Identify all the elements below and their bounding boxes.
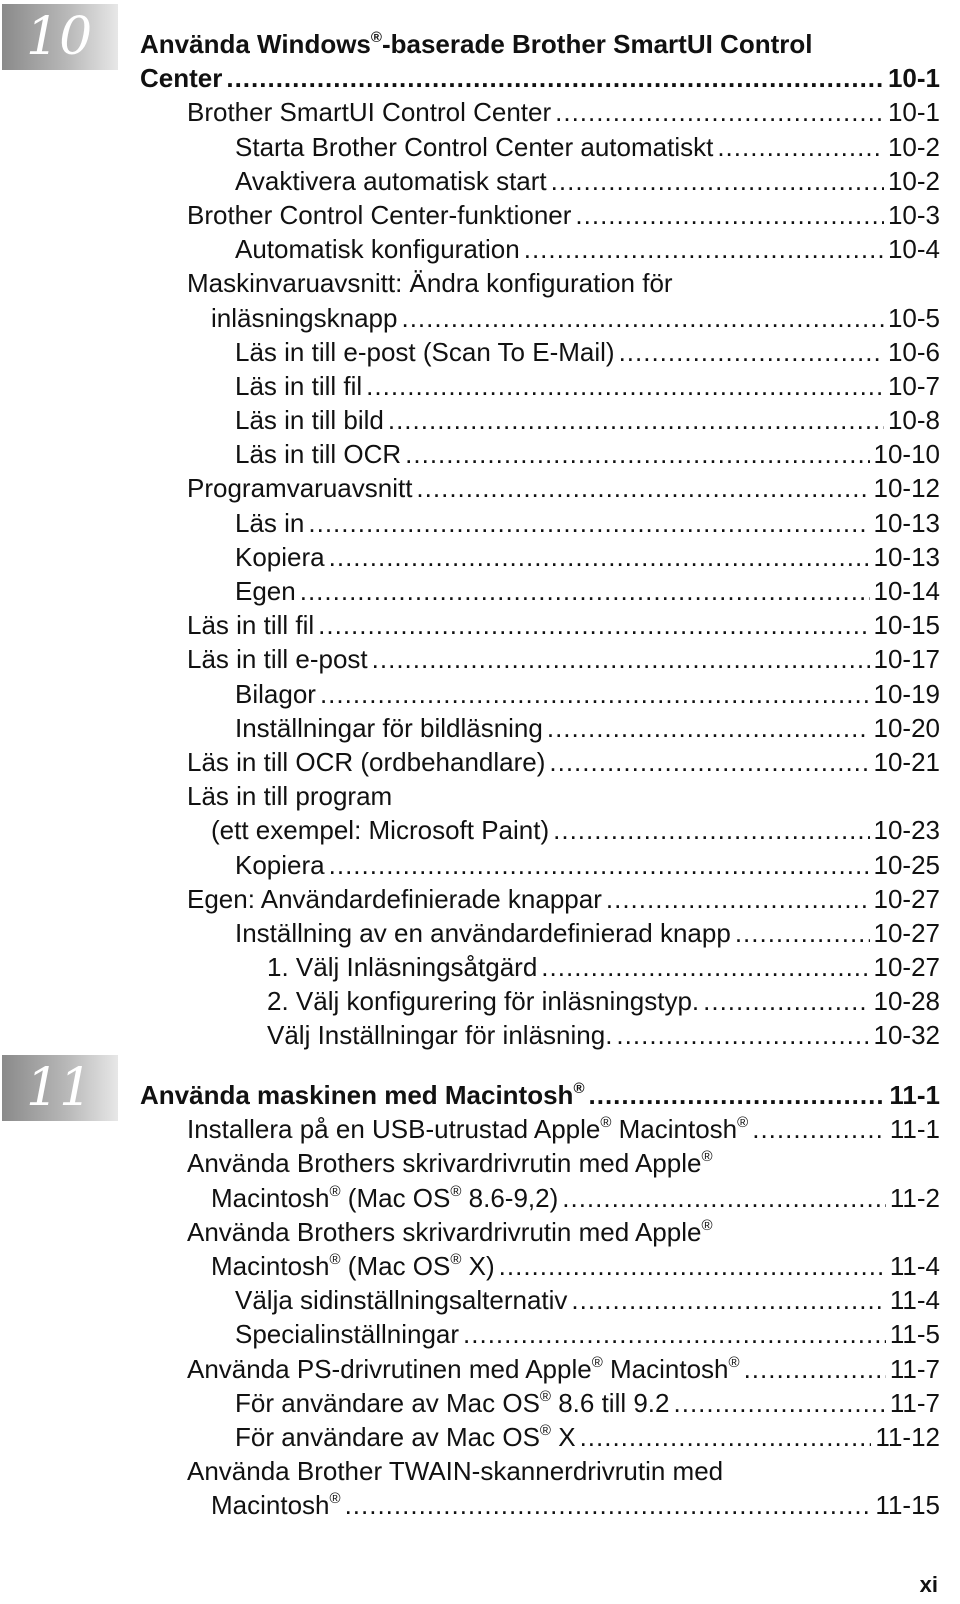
toc-entry-title bbox=[187, 1454, 727, 1488]
toc-page-number: 10-2 bbox=[887, 165, 940, 196]
toc-entry-title bbox=[211, 813, 553, 847]
title-text: (ett exempel: Microsoft Paint) bbox=[211, 815, 550, 846]
toc-entry-title bbox=[187, 1215, 717, 1249]
toc-entry-title bbox=[211, 1488, 345, 1522]
dot-leader bbox=[571, 1283, 885, 1317]
dot-leader bbox=[320, 677, 870, 711]
toc-entry[interactable] bbox=[140, 301, 940, 335]
toc-page-number: 11-1 bbox=[889, 1080, 940, 1110]
registered-mark: ® bbox=[539, 1421, 551, 1439]
toc-entry-title bbox=[235, 848, 329, 882]
title-text: Använda Windows bbox=[140, 29, 371, 59]
toc-entry-title bbox=[235, 540, 329, 574]
registered-mark: ® bbox=[329, 1490, 341, 1508]
toc-entry-title bbox=[140, 61, 226, 95]
toc-entry[interactable] bbox=[140, 1215, 940, 1249]
title-text: X) bbox=[461, 1250, 495, 1281]
registered-mark: ® bbox=[701, 1148, 713, 1166]
title-text: 2. Välj konfigurering för inläsningstyp. bbox=[267, 986, 700, 1017]
toc-page-number: 10-27 bbox=[873, 917, 940, 948]
toc-page-number: 10-23 bbox=[873, 815, 940, 846]
toc-page-number: 10-13 bbox=[873, 507, 940, 538]
title-text: Läs in till fil bbox=[187, 610, 315, 641]
toc-entry[interactable] bbox=[140, 540, 940, 574]
title-text: Välj Inställningar för inläsning. bbox=[267, 1020, 613, 1051]
title-text: Brother Control Center-funktioner bbox=[187, 199, 572, 230]
title-text: Avaktivera automatisk start bbox=[235, 165, 547, 196]
chapter-heading[interactable] bbox=[140, 61, 940, 95]
toc-entry[interactable] bbox=[140, 232, 940, 266]
dot-leader bbox=[463, 1317, 886, 1351]
dot-leader bbox=[619, 335, 884, 369]
registered-mark: ® bbox=[329, 1182, 341, 1200]
title-text: Använda maskinen med Macintosh bbox=[140, 1080, 574, 1110]
dot-leader bbox=[405, 437, 869, 471]
dot-leader bbox=[553, 813, 869, 847]
toc-entry-title bbox=[235, 369, 366, 403]
toc-page-number: 11-2 bbox=[889, 1182, 940, 1213]
dot-leader bbox=[541, 950, 869, 984]
toc-page-number: 10-20 bbox=[873, 712, 940, 743]
toc-entry[interactable] bbox=[140, 1352, 940, 1386]
toc-chapter-11 bbox=[140, 1078, 940, 1522]
title-text: Läs in till program bbox=[187, 781, 393, 812]
toc-page-number: 10-14 bbox=[873, 576, 940, 606]
toc-page-number: 10-17 bbox=[873, 644, 940, 675]
dot-leader bbox=[735, 916, 870, 950]
registered-mark: ® bbox=[600, 1114, 612, 1132]
title-text: Macintosh bbox=[602, 1353, 729, 1384]
toc-page-number: 10-10 bbox=[873, 439, 940, 470]
title-text: Macintosh bbox=[211, 1490, 330, 1521]
toc-entry-title bbox=[235, 164, 551, 198]
chapter-tab-10 bbox=[2, 4, 118, 70]
toc-page-number: 11-4 bbox=[889, 1285, 940, 1316]
toc-entry[interactable] bbox=[140, 813, 940, 847]
dot-leader bbox=[580, 1420, 872, 1454]
registered-mark: ® bbox=[450, 1250, 462, 1268]
toc-entry[interactable] bbox=[140, 1018, 940, 1052]
toc-entry-title bbox=[235, 403, 388, 437]
toc-page-number: 10-21 bbox=[873, 746, 940, 777]
title-text: (Mac OS bbox=[340, 1250, 451, 1281]
dot-leader bbox=[547, 711, 870, 745]
toc-entry-title bbox=[187, 198, 575, 232]
dot-leader bbox=[329, 540, 870, 574]
dot-leader bbox=[575, 198, 884, 232]
toc-page-number: 11-4 bbox=[889, 1250, 940, 1281]
toc-entry-title bbox=[235, 335, 619, 369]
toc-entry-title bbox=[187, 779, 396, 813]
title-text: Maskinvaruavsnitt: Ändra konfiguration för bbox=[187, 268, 673, 299]
dot-leader bbox=[366, 369, 884, 403]
toc-entry[interactable] bbox=[140, 95, 940, 129]
title-text: Specialinställningar bbox=[235, 1319, 460, 1350]
title-text: Kopiera bbox=[235, 541, 325, 572]
registered-mark: ® bbox=[591, 1353, 603, 1371]
title-text: Använda Brother TWAIN-skannerdrivrutin med bbox=[187, 1456, 724, 1487]
toc-entry-title bbox=[140, 1078, 589, 1112]
toc-entry-title bbox=[187, 608, 318, 642]
title-text: Inställning av en användardefinierad knapp bbox=[235, 917, 731, 948]
chapter-number: 10 bbox=[26, 7, 93, 67]
toc-page-number: 10-27 bbox=[873, 952, 940, 983]
dot-leader bbox=[616, 1018, 869, 1052]
toc-entry-title bbox=[187, 95, 555, 129]
registered-mark: ® bbox=[539, 1387, 551, 1405]
toc-page-number: 10-6 bbox=[887, 336, 940, 367]
dot-leader bbox=[717, 130, 884, 164]
toc-entry-title bbox=[187, 642, 372, 676]
toc-page-number: 10-8 bbox=[887, 405, 940, 436]
toc-entry-title bbox=[211, 1181, 562, 1215]
toc-entry[interactable] bbox=[140, 745, 940, 779]
title-text: Välja sidinställningsalternativ bbox=[235, 1285, 568, 1316]
toc-entry-title bbox=[187, 1146, 717, 1180]
dot-leader bbox=[562, 1181, 886, 1215]
toc-page-number: 10-27 bbox=[873, 883, 940, 914]
toc-page-number: 10-7 bbox=[887, 370, 940, 401]
toc-page-number: 11-15 bbox=[875, 1490, 940, 1521]
chapter-heading[interactable] bbox=[140, 27, 940, 61]
toc-entry-title bbox=[187, 471, 416, 505]
title-text: 8.6-9,2) bbox=[461, 1182, 559, 1213]
toc-page-number: 10-3 bbox=[887, 199, 940, 230]
toc-entry[interactable] bbox=[140, 677, 940, 711]
title-text: Bilagor bbox=[235, 678, 316, 709]
toc-entry[interactable] bbox=[140, 1181, 940, 1215]
toc-entry[interactable] bbox=[140, 198, 940, 232]
toc-entry[interactable] bbox=[140, 848, 940, 882]
registered-mark: ® bbox=[737, 1114, 749, 1132]
title-text: X bbox=[550, 1421, 576, 1452]
title-text: Läs in till OCR bbox=[235, 439, 402, 470]
chapter-number: 11 bbox=[26, 1058, 93, 1118]
toc-entry[interactable] bbox=[140, 266, 940, 300]
toc-page-number: 11-1 bbox=[889, 1114, 940, 1145]
toc-page-number: 11-7 bbox=[889, 1387, 940, 1418]
toc-page-number: 10-15 bbox=[873, 610, 940, 641]
toc-entry[interactable] bbox=[140, 711, 940, 745]
toc-page-number: 10-2 bbox=[887, 131, 940, 162]
toc-entry[interactable] bbox=[140, 1112, 940, 1146]
toc-entry[interactable] bbox=[140, 642, 940, 676]
toc-entry[interactable] bbox=[140, 1454, 940, 1488]
title-text: (Mac OS bbox=[340, 1182, 451, 1213]
dot-leader bbox=[606, 882, 870, 916]
toc-entry-title bbox=[235, 1283, 571, 1317]
toc-entry-title bbox=[235, 506, 308, 540]
toc-entry-title bbox=[235, 574, 300, 608]
toc-entry-title bbox=[187, 266, 677, 300]
registered-mark: ® bbox=[728, 1353, 740, 1371]
toc-entry[interactable] bbox=[140, 1420, 940, 1454]
toc-entry-title bbox=[187, 882, 606, 916]
toc-chapter-10 bbox=[140, 27, 940, 1053]
title-text: Egen: Användardefinierade knappar bbox=[187, 883, 602, 914]
toc-page-number: 10-12 bbox=[873, 473, 940, 504]
toc-entry[interactable] bbox=[140, 984, 940, 1018]
title-text: Läs in bbox=[235, 507, 305, 538]
toc-entry-title bbox=[267, 1018, 616, 1052]
title-text: Macintosh bbox=[611, 1114, 738, 1145]
toc-entry-title bbox=[211, 301, 401, 335]
title-text: Läs in till e-post bbox=[187, 644, 368, 675]
dot-leader bbox=[551, 164, 884, 198]
dot-leader bbox=[416, 471, 869, 505]
toc-entry-title bbox=[235, 1386, 674, 1420]
dot-leader bbox=[401, 301, 883, 335]
toc-page-number: 10-1 bbox=[887, 63, 940, 94]
toc-page-number: 10-25 bbox=[873, 849, 940, 880]
toc-entry-title bbox=[235, 916, 735, 950]
title-text: inläsningsknapp bbox=[211, 302, 398, 333]
registered-mark: ® bbox=[701, 1216, 713, 1234]
title-text: Läs in till OCR (ordbehandlare) bbox=[187, 746, 546, 777]
title-text: Installera på en USB-utrustad Apple bbox=[187, 1114, 601, 1145]
title-text: Kopiera bbox=[235, 849, 325, 880]
toc-entry[interactable] bbox=[140, 1146, 940, 1180]
toc-entry[interactable] bbox=[140, 574, 940, 608]
title-text: Läs in till e-post (Scan To E-Mail) bbox=[235, 336, 615, 367]
title-text: Macintosh bbox=[211, 1250, 330, 1281]
toc-entry-title bbox=[211, 1249, 499, 1283]
toc-page-number: 11-12 bbox=[875, 1421, 940, 1452]
toc-entry[interactable] bbox=[140, 506, 940, 540]
toc-page-number: 10-19 bbox=[873, 678, 940, 709]
toc-entry[interactable] bbox=[140, 164, 940, 198]
toc-page-number: 10-28 bbox=[873, 986, 940, 1017]
toc-page-number: 10-1 bbox=[887, 97, 940, 128]
chapter-tab-11 bbox=[2, 1055, 118, 1121]
title-text: Starta Brother Control Center automatiskt bbox=[235, 131, 714, 162]
dot-leader bbox=[308, 506, 869, 540]
dot-leader bbox=[752, 1112, 886, 1146]
dot-leader bbox=[300, 574, 870, 608]
registered-mark: ® bbox=[450, 1182, 462, 1200]
registered-mark: ® bbox=[329, 1250, 341, 1268]
title-text: -baserade Brother SmartUI Control bbox=[381, 29, 813, 59]
title-text: För användare av Mac OS bbox=[235, 1421, 540, 1452]
dot-leader bbox=[329, 848, 870, 882]
dot-leader bbox=[226, 61, 884, 95]
toc-entry[interactable] bbox=[140, 1386, 940, 1420]
chapter-heading[interactable] bbox=[140, 1078, 940, 1112]
toc-page-number: 10-5 bbox=[887, 302, 940, 333]
toc-entry-title bbox=[235, 1317, 463, 1351]
toc-entry-title bbox=[187, 1352, 744, 1386]
title-text: Automatisk konfiguration bbox=[235, 234, 520, 265]
toc-entry-title bbox=[267, 950, 541, 984]
dot-leader bbox=[345, 1488, 872, 1522]
dot-leader bbox=[318, 608, 869, 642]
toc-entry-title bbox=[235, 130, 717, 164]
toc-entry-title bbox=[235, 1420, 580, 1454]
toc-entry[interactable] bbox=[140, 608, 940, 642]
dot-leader bbox=[589, 1078, 886, 1112]
toc-entry[interactable] bbox=[140, 1249, 940, 1283]
registered-mark: ® bbox=[370, 29, 382, 46]
toc-entry-title bbox=[235, 711, 547, 745]
toc-entry[interactable] bbox=[140, 916, 940, 950]
toc-entry-title bbox=[235, 232, 524, 266]
toc-entry-title bbox=[267, 984, 703, 1018]
toc-page-number: 10-32 bbox=[873, 1020, 940, 1051]
toc-entry-title bbox=[235, 677, 320, 711]
title-text: 8.6 till 9.2 bbox=[550, 1387, 670, 1418]
toc-entry[interactable] bbox=[140, 403, 940, 437]
toc-entry[interactable] bbox=[140, 1488, 940, 1522]
toc-entry-title bbox=[235, 437, 405, 471]
title-text: Använda Brothers skrivardrivrutin med Apple bbox=[187, 1216, 702, 1247]
dot-leader bbox=[555, 95, 884, 129]
toc-entry[interactable] bbox=[140, 779, 940, 813]
title-text: Använda PS-drivrutinen med Apple bbox=[187, 1353, 592, 1384]
toc-entry[interactable] bbox=[140, 1317, 940, 1351]
toc-page-number: 10-4 bbox=[887, 234, 940, 265]
toc-page-number: 10-13 bbox=[873, 541, 940, 572]
title-text: Center bbox=[140, 63, 223, 94]
title-text: Programvaruavsnitt bbox=[187, 473, 413, 504]
title-text: 1. Välj Inläsningsåtgärd bbox=[267, 952, 538, 983]
title-text: Macintosh bbox=[211, 1182, 330, 1213]
toc-entry-title bbox=[140, 27, 816, 61]
registered-mark: ® bbox=[573, 1080, 585, 1097]
toc-entry[interactable] bbox=[140, 1283, 940, 1317]
dot-leader bbox=[524, 232, 884, 266]
dot-leader bbox=[549, 745, 869, 779]
dot-leader bbox=[388, 403, 884, 437]
dot-leader bbox=[703, 984, 869, 1018]
title-text: Läs in till bild bbox=[235, 405, 384, 436]
toc-entry[interactable] bbox=[140, 369, 940, 403]
title-text: Använda Brothers skrivardrivrutin med Apple bbox=[187, 1148, 702, 1179]
title-text: Inställningar för bildläsning bbox=[235, 712, 543, 743]
toc-entry[interactable] bbox=[140, 471, 940, 505]
dot-leader bbox=[499, 1249, 886, 1283]
dot-leader bbox=[674, 1386, 886, 1420]
toc-entry[interactable] bbox=[140, 335, 940, 369]
toc-page-number: 11-5 bbox=[889, 1319, 940, 1350]
toc-entry[interactable] bbox=[140, 437, 940, 471]
title-text: Egen bbox=[235, 576, 296, 606]
dot-leader bbox=[744, 1352, 886, 1386]
toc-entry[interactable] bbox=[140, 882, 940, 916]
toc-entry[interactable] bbox=[140, 950, 940, 984]
toc-page-number: 11-7 bbox=[889, 1353, 940, 1384]
dot-leader bbox=[372, 642, 870, 676]
title-text: Läs in till fil bbox=[235, 370, 363, 401]
page-number: xi bbox=[919, 1572, 938, 1597]
toc-entry-title bbox=[187, 745, 549, 779]
toc-entry[interactable] bbox=[140, 130, 940, 164]
title-text: För användare av Mac OS bbox=[235, 1387, 540, 1418]
toc-entry-title bbox=[187, 1112, 752, 1146]
title-text: Brother SmartUI Control Center bbox=[187, 97, 552, 128]
